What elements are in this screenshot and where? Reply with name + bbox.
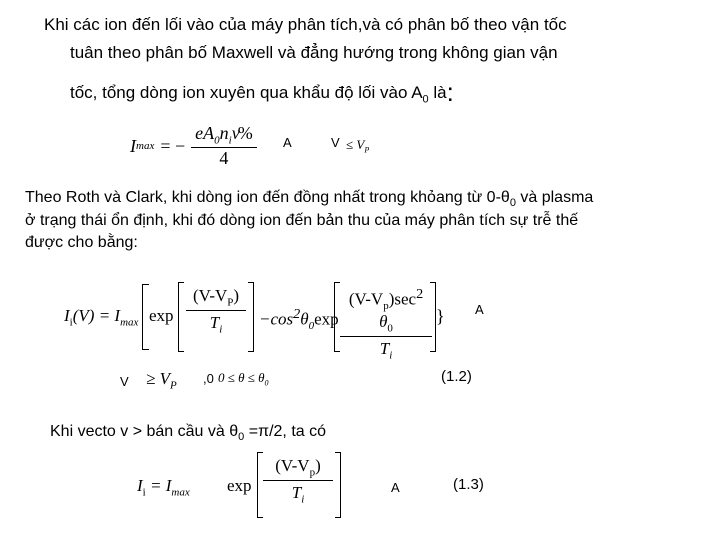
eq1-numerator: $eA_0n_iv\%$ <box>191 123 257 148</box>
para3: Khi vecto v > bán cầu và $\theta_0 =\pi/2$, ta có <box>50 423 326 444</box>
equation-3 <box>137 452 377 522</box>
eq1-label-v: V <box>331 135 340 150</box>
eq1-denominator: 4 <box>219 147 229 168</box>
eq2-left-brace <box>142 284 149 350</box>
intro-line-3-subscript: 0 <box>422 93 429 106</box>
eq2-lhs: $I_i(V) = I_{max}$ <box>64 306 139 329</box>
eq2-label-a: A <box>475 302 484 317</box>
eq3-exp: exp <box>227 476 252 495</box>
intro-line-3-post: là <box>428 83 447 102</box>
eq3-label-a: A <box>391 480 400 495</box>
eq2-fraction-1 <box>186 286 246 336</box>
eq1-label-a: A <box>283 135 292 150</box>
para2-line-2: ở trạng thái ổn định, khi đó dòng ion đến bản thu của máy phân tích sự trễ thế <box>25 212 579 229</box>
eq2-fraction-2-denominator: $T_i$ <box>379 339 393 362</box>
eq2-fraction-1-numerator: $(V-V_P)$ <box>186 286 246 311</box>
eq1-lhs: I <box>130 135 136 156</box>
eq2-cos-term: $-\cos^2\theta_0\exp$ <box>259 306 339 333</box>
eq3-bracket-right <box>335 452 341 518</box>
para2-line-1: Theo Roth và Clark, khi dòng ion đến đồng nhất trong khỏang từ $0-\theta_0$ và plasma <box>25 189 594 210</box>
eq3-fraction-numerator: $(V-V_p)$ <box>263 456 333 481</box>
intro-colon: : <box>446 77 454 107</box>
intro-line-3 <box>70 79 454 110</box>
equation-2 <box>64 278 445 362</box>
eq3-fraction-denominator: $T_i$ <box>291 483 305 506</box>
eq2-label-v: V <box>120 374 129 389</box>
eq2-condition-prefix: ,0 <box>203 371 214 386</box>
eq2-bracket-1-left <box>178 282 184 352</box>
eq3-fraction <box>263 456 333 506</box>
eq1-lhs-subscript: max <box>136 140 155 152</box>
eq1-fraction <box>191 123 257 169</box>
eq2-fraction-1-denominator: $T_i$ <box>209 313 223 336</box>
intro-line-2: tuân theo phân bố Maxwell và đẳng hướng trong không gian vận <box>70 43 558 62</box>
eq2-right-brace: } <box>436 306 445 326</box>
eq2-condition-theta: $0 \le \theta \le \theta_0$ <box>218 370 269 388</box>
equation-1 <box>130 118 257 174</box>
para2-line-3: được cho bằng: <box>25 234 138 251</box>
eq2-exp-1: exp <box>149 306 174 325</box>
eq2-bracket-1-right <box>248 282 254 352</box>
eq1-equals: = − <box>160 135 186 156</box>
eq1-condition: ≤ $V_P$ <box>346 137 370 155</box>
eq3-number: (1.3) <box>453 476 484 493</box>
eq3-lhs: $I_i = I_{max}$ <box>137 476 190 499</box>
eq2-fraction-2 <box>340 286 432 362</box>
eq2-condition: ≥ $V_P$ <box>146 369 177 392</box>
eq2-number: (1.2) <box>441 368 472 385</box>
intro-line-3-text: tốc, tổng dòng ion xuyên qua khẩu độ lối vào A <box>70 83 423 102</box>
eq2-fraction-2-numerator: $(V-V_p)\sec^2$ $\theta_0$ <box>340 286 432 337</box>
intro-line-1: Khi các ion đến lối vào của máy phân tích,và có phân bố theo vận tốc <box>44 15 567 34</box>
